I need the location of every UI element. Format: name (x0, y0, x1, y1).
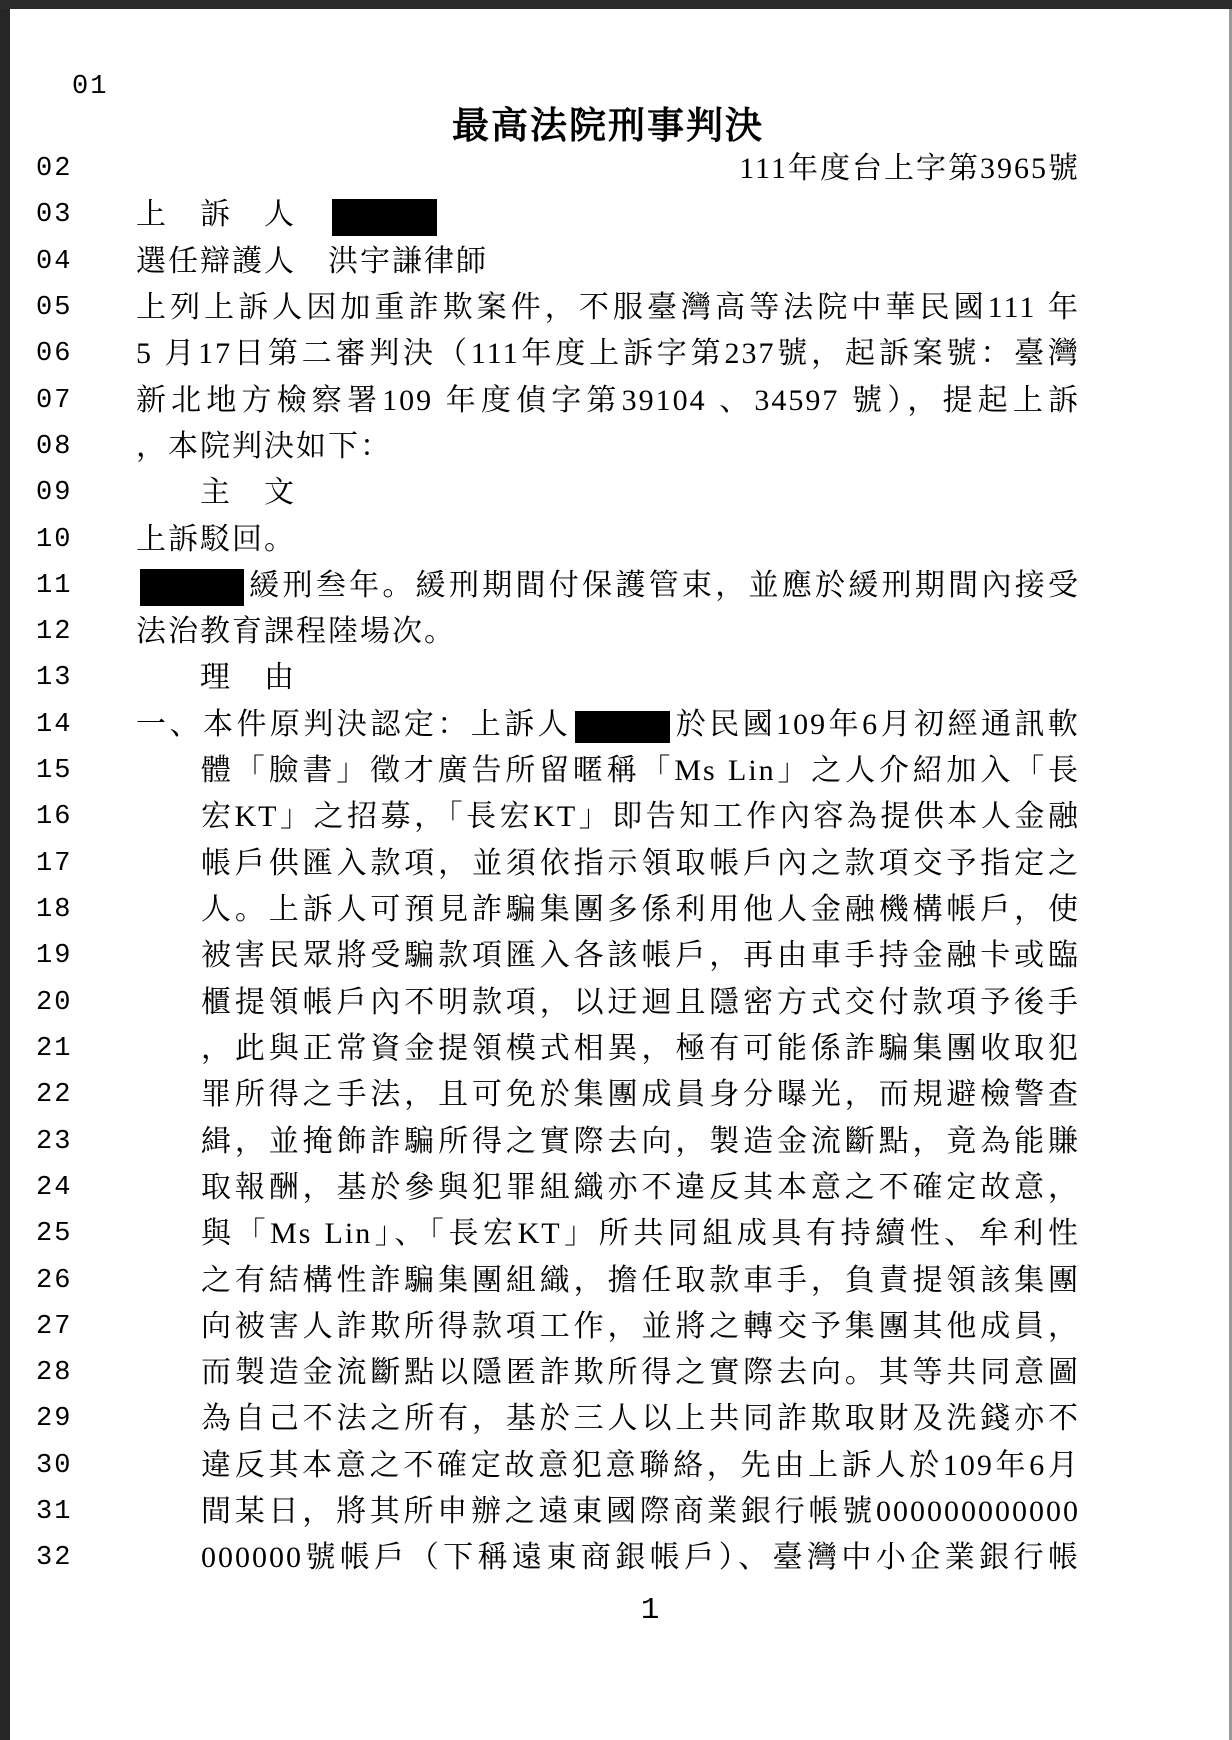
line-text (136, 239, 1080, 285)
text-segment: 上列上訴人因加重詐欺案件，不服臺灣高等法院中華民國111 年 (136, 290, 1080, 324)
line-number: 18 (36, 895, 73, 925)
line-number: 28 (36, 1358, 73, 1389)
document-line (0, 239, 1232, 285)
document-line (0, 1211, 1232, 1257)
line-text (136, 1535, 1080, 1581)
line-number: 10 (36, 524, 73, 555)
top-edge-bar (0, 0, 1232, 9)
line-number: 02 (36, 154, 73, 184)
document-line (0, 192, 1232, 238)
text-segment: 被害民眾將受騙款項匯入各該帳戶，再由車手持金融卡或臨 (201, 939, 1080, 973)
line-text (136, 1072, 1080, 1118)
text-segment: 法治教育課程陸場次。 (136, 615, 456, 649)
line-text (136, 887, 1080, 933)
document-line (0, 702, 1232, 748)
document-line (0, 1396, 1232, 1442)
document-line (0, 1489, 1232, 1535)
line-number: 14 (36, 709, 73, 740)
line-text (136, 1165, 1080, 1211)
text-segment: ，本院判決如下： (136, 429, 392, 463)
line-number: 29 (36, 1404, 73, 1435)
line-text (136, 192, 1080, 238)
line-number: 27 (36, 1311, 73, 1342)
document-line (0, 146, 1232, 192)
line-number: 08 (36, 431, 73, 462)
document-line (0, 424, 1232, 470)
document-line (0, 1535, 1232, 1581)
document-line (0, 58, 1232, 146)
document-line (0, 563, 1232, 609)
line-number: 15 (36, 756, 73, 787)
text-segment: 而製造金流斷點以隱匿詐欺所得之實際去向。其等共同意圖 (201, 1356, 1080, 1390)
line-number: 05 (36, 292, 73, 323)
line-number: 23 (36, 1126, 73, 1157)
text-segment: 體「臉書」徵才廣告所留暱稱「Ms Lin」之人介紹加入「長 (201, 754, 1080, 788)
line-text (136, 470, 1080, 516)
document-line (0, 748, 1232, 794)
line-number: 03 (36, 200, 73, 231)
line-number: 21 (36, 1033, 73, 1064)
document-line (0, 887, 1232, 933)
document-line (0, 1165, 1232, 1211)
line-text (136, 980, 1080, 1026)
text-segment: 罪所得之手法，且可免於集團成員身分曝光，而規避檢警查 (201, 1078, 1080, 1112)
line-number: 17 (36, 848, 73, 879)
text-segment: ，此與正常資金提領模式相異，極有可能係詐騙集團收取犯 (201, 1031, 1080, 1065)
text-segment: 為自己不法之所有，基於三人以上共同詐欺取財及洗錢亦不 (201, 1402, 1080, 1436)
line-number: 07 (36, 385, 73, 416)
text-segment: 新北地方檢察署109 年度偵字第39104 、34597 號），提起上訴 (136, 383, 1080, 417)
line-number: 13 (36, 663, 73, 694)
text-segment: 緝，並掩飾詐騙所得之實際去向，製造金流斷點，竟為能賺 (201, 1124, 1080, 1158)
text-segment: 最高法院刑事判決 (452, 106, 764, 146)
line-text (136, 1258, 1080, 1304)
text-segment: 上 訴 人 (136, 198, 328, 232)
line-text (136, 1026, 1080, 1072)
line-number: 06 (36, 339, 73, 370)
line-number: 01 (72, 72, 109, 102)
document-line (0, 794, 1232, 840)
line-text (136, 1119, 1080, 1165)
text-segment: 理 由 (136, 661, 296, 695)
document-line (0, 655, 1232, 701)
line-text (136, 655, 1080, 701)
document-line (0, 1304, 1232, 1350)
line-text (136, 563, 1080, 609)
document-line (0, 841, 1232, 887)
text-segment: 於民國109年6月初經通訊軟 (674, 707, 1080, 741)
line-text (136, 702, 1080, 748)
text-segment: 帳戶供匯入款項，並須依指示領取帳戶內之款項交予指定之 (201, 846, 1080, 880)
text-segment: 向被害人詐欺所得款項工作，並將之轉交予集團其他成員， (201, 1309, 1080, 1343)
line-text (136, 146, 1080, 192)
text-segment: 取報酬，基於參與犯罪組織亦不違反其本意之不確定故意， (201, 1170, 1080, 1204)
line-text (136, 517, 1080, 563)
text-segment: 宏KT」之招募，「長宏KT」即告知工作內容為提供本人金融 (201, 800, 1080, 834)
line-number: 32 (36, 1543, 73, 1574)
text-segment: 與「Ms Lin」、「長宏KT」所共同組成具有持續性、牟利性 (201, 1217, 1080, 1251)
line-number: 04 (36, 246, 73, 277)
line-number: 11 (36, 570, 73, 601)
line-number: 19 (36, 941, 73, 972)
text-segment: 000000號帳戶（下稱遠東商銀帳戶）、臺灣中小企業銀行帳 (201, 1541, 1080, 1575)
text-segment: 5 月17日第二審判決（111年度上訴字第237號，起訴案號：臺灣 (136, 337, 1080, 371)
document-line (0, 517, 1232, 563)
document-line (0, 1119, 1232, 1165)
document-line (0, 470, 1232, 516)
line-number: 26 (36, 1265, 73, 1296)
document-line (0, 1258, 1232, 1304)
text-segment: 之有結構性詐騙集團組織，擔任取款車手，負責提領該集團 (201, 1263, 1080, 1297)
text-segment: 主 文 (136, 476, 296, 510)
line-number: 30 (36, 1450, 73, 1481)
redaction-box (140, 569, 244, 606)
left-edge-bar (0, 0, 10, 1740)
line-number: 22 (36, 1080, 73, 1111)
redaction-box (332, 199, 437, 236)
text-segment: 櫃提領帳戶內不明款項，以迂迴且隱密方式交付款項予後手 (201, 985, 1080, 1019)
line-number: 31 (36, 1497, 73, 1528)
line-text (136, 424, 1080, 470)
document-line (0, 609, 1232, 655)
line-text (136, 841, 1080, 887)
line-text (136, 1350, 1080, 1396)
line-number: 25 (36, 1219, 73, 1250)
text-segment: 人。上訴人可預見詐騙集團多係利用他人金融機構帳戶，使 (201, 893, 1080, 926)
line-text (136, 933, 1080, 979)
line-number: 16 (36, 802, 73, 833)
text-segment: 上訴駁回。 (136, 522, 296, 556)
document-line (0, 285, 1232, 331)
line-number: 12 (36, 617, 73, 648)
text-segment: 違反其本意之不確定故意犯意聯絡，先由上訴人於109年6月 (201, 1448, 1080, 1482)
document-line (0, 980, 1232, 1026)
document-line (0, 1350, 1232, 1396)
redaction-box (575, 711, 670, 743)
document-line (0, 1072, 1232, 1118)
line-text (136, 748, 1080, 794)
text-segment: 緩刑叁年。緩刑期間付保護管束，並應於緩刑期間內接受 (248, 568, 1080, 602)
line-text (136, 1396, 1080, 1442)
line-number: 20 (36, 987, 73, 1018)
line-text (136, 331, 1080, 377)
line-text (136, 378, 1080, 424)
text-segment: 選任辯護人 洪宇謙律師 (136, 244, 488, 278)
line-text (136, 1443, 1080, 1489)
line-text (136, 1489, 1080, 1535)
document-line (0, 933, 1232, 979)
text-segment: 111年度台上字第3965號 (739, 152, 1080, 185)
text-segment: 間某日，將其所申辦之遠東國際商業銀行帳號000000000000 (201, 1495, 1080, 1529)
page-number: 1 (640, 1593, 660, 1628)
document-title (136, 58, 1080, 146)
line-text (136, 285, 1080, 331)
line-text (136, 1304, 1080, 1350)
line-text (136, 609, 1080, 655)
document-line (0, 378, 1232, 424)
line-number: 09 (36, 478, 73, 509)
document-line (0, 1026, 1232, 1072)
line-text (136, 794, 1080, 840)
document-line (0, 1443, 1232, 1489)
line-text (136, 1211, 1080, 1257)
document-line (0, 331, 1232, 377)
text-segment: 一、本件原判決認定：上訴人 (136, 707, 572, 741)
line-number: 24 (36, 1172, 73, 1203)
